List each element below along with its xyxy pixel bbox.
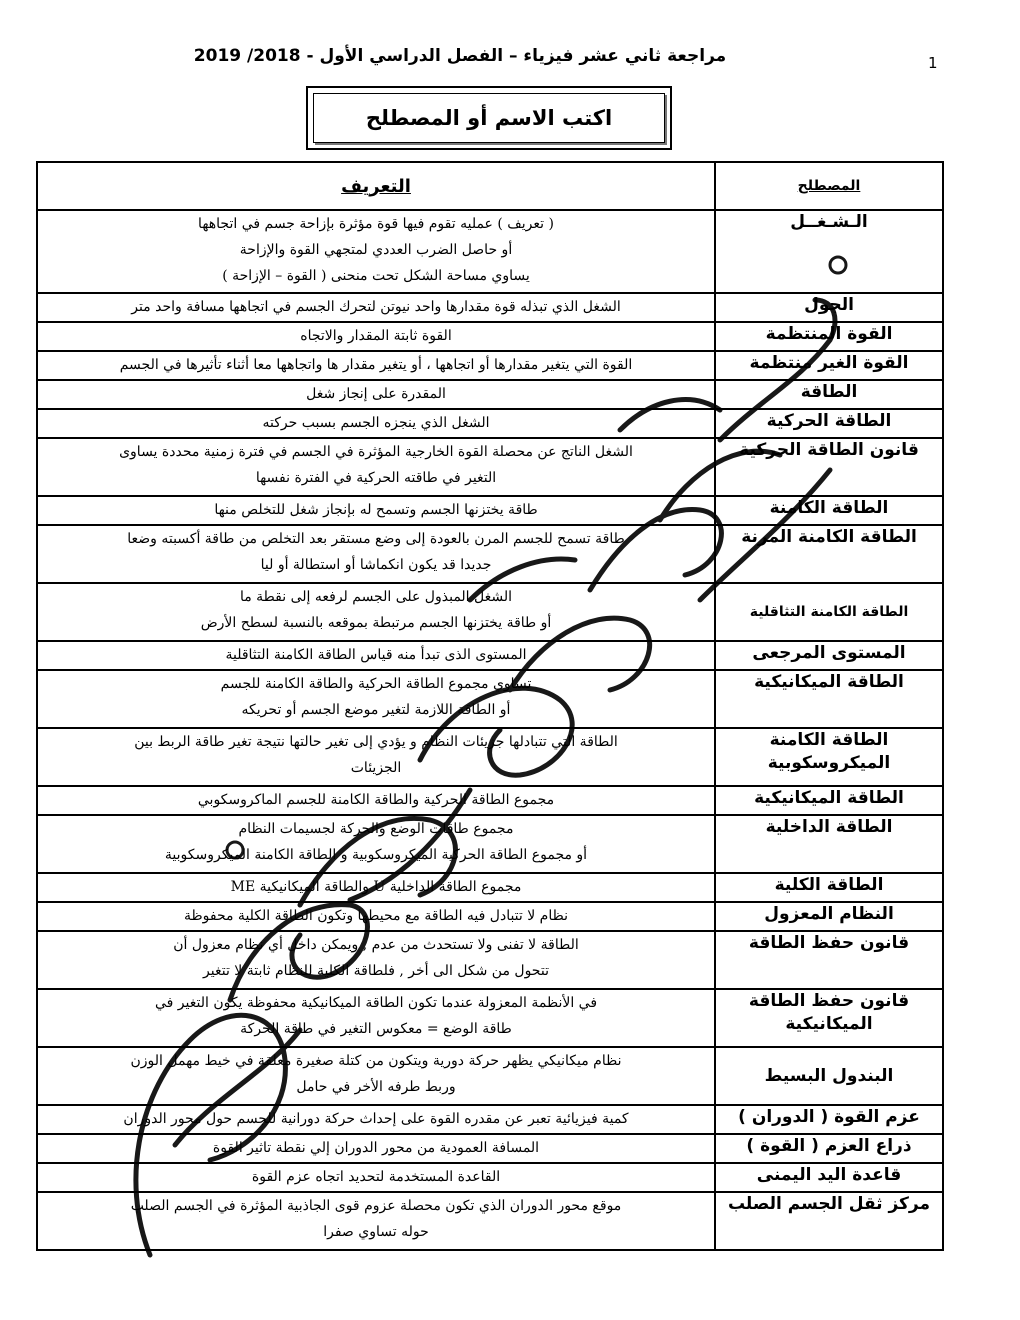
table-row: [37, 583, 943, 641]
term-cell: الطاقة الكامنة التثاقلية: [715, 583, 943, 641]
definition-cell: [37, 438, 715, 496]
term-cell: الـشـغــل: [715, 210, 943, 293]
definition-line: الشغل الناتج عن محصلة القوة الخارجية المؤثرة في الجسم في فترة زمنية محددة يساوى: [119, 444, 633, 460]
term-cell: القوة المنتظمة: [715, 322, 943, 351]
table-row: [37, 1047, 943, 1105]
definition-line: نظام ميكانيكي يظهر حركة دورية ويتكون من كتلة صغيرة معلقة في خيط مهمل الوزن: [130, 1053, 622, 1069]
table-row: [37, 496, 943, 525]
definition-line: طاقة يختزنها الجسم وتسمح له بإنجاز شغل للتخلص منها: [214, 502, 538, 518]
definition-line: حوله تساوي صفرا: [323, 1224, 429, 1240]
definition-cell: [37, 409, 715, 438]
definition-line: تتحول من شكل الى أخر , فلطاقة الكلية للنظام ثابتة لا تتغير: [203, 963, 549, 979]
definition-cell: [37, 728, 715, 786]
definition-line: مجموع الطاقة الداخلية U والطاقة الميكانيكية ME: [230, 879, 522, 895]
definition-cell: [37, 1163, 715, 1192]
term-cell: مركز ثقل الجسم الصلب: [715, 1192, 943, 1250]
definition-cell: [37, 1134, 715, 1163]
table-row: [37, 351, 943, 380]
term-cell: قانون حفظ الطاقة الميكانيكية: [715, 989, 943, 1047]
definition-line: الطاقة التي تتبادلها جزيئات النظام و يؤدي إلى تغير حالتها نتيجة تغير طاقة الربط بين: [134, 734, 618, 750]
definition-line: أو طاقة يختزنها الجسم مرتبطة بموقعه بالنسبة لسطح الأرض: [200, 615, 552, 631]
definition-cell: [37, 496, 715, 525]
definition-line: ( تعريف ) عمليه تقوم فيها قوة مؤثرة بإزاحة جسم في اتجاهها: [198, 216, 554, 232]
table-row: [37, 525, 943, 583]
definition-cell: [37, 1105, 715, 1134]
definition-cell: [37, 873, 715, 902]
box-title: اكتب الاسم أو المصطلح: [313, 93, 665, 143]
term-cell: الطاقة الكامنة: [715, 496, 943, 525]
definition-line: الجزيئات: [350, 760, 402, 776]
definition-cell: [37, 351, 715, 380]
term-cell: الطاقة الحركية: [715, 409, 943, 438]
terms-table: [36, 161, 944, 1251]
definition-column-header: التعريف: [37, 162, 715, 210]
definition-cell: [37, 583, 715, 641]
table-row: [37, 210, 943, 293]
table-row: [37, 815, 943, 873]
definition-line: أو الطاقة اللازمة لتغير موضع الجسم أو تحريكه: [241, 702, 511, 718]
term-cell: البندول البسيط: [715, 1047, 943, 1105]
page-number: 1: [928, 54, 938, 72]
definition-cell: [37, 670, 715, 728]
table-row: [37, 931, 943, 989]
table-row: [37, 641, 943, 670]
definition-line: طاقة تسمح للجسم المرن بالعودة إلى وضع مستقر بعد التخلص من طاقة أكسبته وضعا: [127, 531, 625, 547]
definition-line: تساوي مجموع الطاقة الحركية والطاقة الكامنة للجسم: [220, 676, 532, 692]
definition-cell: [37, 293, 715, 322]
term-cell: النظام المعزول: [715, 902, 943, 931]
term-cell: عزم القوة ( الدوران ): [715, 1105, 943, 1134]
term-cell: قاعدة اليد اليمنى: [715, 1163, 943, 1192]
definition-line: المسافة العمودية من محور الدوران إلي نقطة تاثير القوة: [212, 1140, 540, 1156]
table-row: [37, 786, 943, 815]
definition-line: مجموع طاقات الوضع والحركة لجسيمات النظام: [238, 821, 514, 837]
definition-line: كمية فيزيائية تعبر عن مقدره القوة على إحداث حركة دورانية للجسم حول محور الدوران: [123, 1111, 629, 1127]
definition-line: الطاقة لا تفنى ولا تستحدث من عدم , ويمكن داخل أي نظام معزول أن: [173, 937, 579, 953]
table-row: [37, 873, 943, 902]
term-cell: الطاقة الكامنة المرنة: [715, 525, 943, 583]
term-cell: الطاقة الكامنة الميكروسكوبية: [715, 728, 943, 786]
definition-line: أو حاصل الضرب العددي لمتجهي القوة والإزاحة: [239, 242, 513, 258]
definition-cell: [37, 1047, 715, 1105]
table-row: [37, 1105, 943, 1134]
table-row: [37, 1192, 943, 1250]
table-row: [37, 670, 943, 728]
definition-line: موقع محور الدوران الذي تكون محصلة عزوم قوى الجاذبية المؤثرة في الجسم الصلب: [130, 1198, 622, 1214]
definition-cell: [37, 931, 715, 989]
definition-line: جديدا قد يكون انكماشا أو استطالة أو ليا: [260, 557, 492, 573]
definition-cell: [37, 815, 715, 873]
definition-cell: [37, 786, 715, 815]
title-frame: [306, 86, 672, 150]
table-row: [37, 902, 943, 931]
term-column-header: المصطلح: [715, 162, 943, 210]
definition-line: الشغل الذي تبذله قوة مقدارها واحد نيوتن لتحرك الجسم في اتجاهها مسافة واحد متر: [131, 299, 621, 315]
definition-line: أو مجموع الطاقة الحركية الميكروسكوبية و الطاقة الكامنة الميكروسكوبية: [164, 847, 588, 863]
term-cell: الطاقة: [715, 380, 943, 409]
definition-line: المقدرة على إنجاز شغل: [306, 386, 446, 402]
definition-line: طاقة الوضع = معكوس التغير في طاقة الحركة: [240, 1021, 512, 1037]
term-cell: الجول: [715, 293, 943, 322]
definition-line: الشغل الذي ينجزه الجسم بسبب حركته: [262, 415, 490, 431]
table-row: [37, 1134, 943, 1163]
definition-line: القوة التي يتغير مقدارها أو اتجاهها ، أو يتغير مقدار ها واتجاهها معا أثناء تأثيرها في الجسم: [119, 357, 633, 373]
table-row: [37, 728, 943, 786]
definition-line: في الأنظمة المعزولة عندما تكون الطاقة الميكانيكية محفوظة يكون التغير في: [154, 995, 598, 1011]
table-row: [37, 989, 943, 1047]
definition-cell: [37, 380, 715, 409]
term-cell: قانون حفظ الطاقة: [715, 931, 943, 989]
term-cell: الطاقة الكلية: [715, 873, 943, 902]
term-cell: القوة الغير منتظمة: [715, 351, 943, 380]
definition-line: المستوى الذى تبدأ منه قياس الطاقة الكامنة التثاقلية: [225, 647, 527, 663]
definition-line: مجموع الطاقة الحركية والطاقة الكامنة للجسم الماكروسكوبي: [197, 792, 555, 808]
definition-line: التغير في طاقته الحركية في الفترة نفسها: [255, 470, 497, 486]
table-row: [37, 1163, 943, 1192]
term-cell: قانون الطاقة الحركية: [715, 438, 943, 496]
table-row: [37, 380, 943, 409]
definition-cell: [37, 1192, 715, 1250]
table-row: [37, 293, 943, 322]
definition-cell: [37, 525, 715, 583]
term-cell: الطاقة الداخلية: [715, 815, 943, 873]
definition-line: وربط طرفه الأخر في حامل: [296, 1079, 456, 1095]
definition-cell: [37, 210, 715, 293]
definition-cell: [37, 641, 715, 670]
definition-line: الشغل المبذول على الجسم لرفعه إلى نقطة ما: [239, 589, 513, 605]
term-cell: الطاقة الميكانيكية: [715, 786, 943, 815]
table-row: [37, 438, 943, 496]
definition-cell: [37, 902, 715, 931]
term-cell: المستوى المرجعى: [715, 641, 943, 670]
definition-line: القوة ثابتة المقدار والاتجاه: [300, 328, 452, 344]
definition-line: القاعدة المستخدمة لتحديد اتجاه عزم القوة: [251, 1169, 501, 1185]
definition-line: يساوي مساحة الشكل تحت منحنى ( القوة – الإزاحة ): [222, 268, 530, 284]
table-header-row: [37, 162, 943, 210]
table-row: [37, 322, 943, 351]
page-header-title: مراجعة ثاني عشر فيزياء – الفصل الدراسي الأول - 2018/ 2019: [193, 46, 727, 66]
term-cell: ذراع العزم ( القوة ): [715, 1134, 943, 1163]
definition-line: نظام لا تتبادل فيه الطاقة مع محيطها وتكون الطاقة الكلية محفوظة: [183, 908, 568, 924]
definition-cell: [37, 989, 715, 1047]
term-cell: الطاقة الميكانيكية: [715, 670, 943, 728]
definition-cell: [37, 322, 715, 351]
table-row: [37, 409, 943, 438]
